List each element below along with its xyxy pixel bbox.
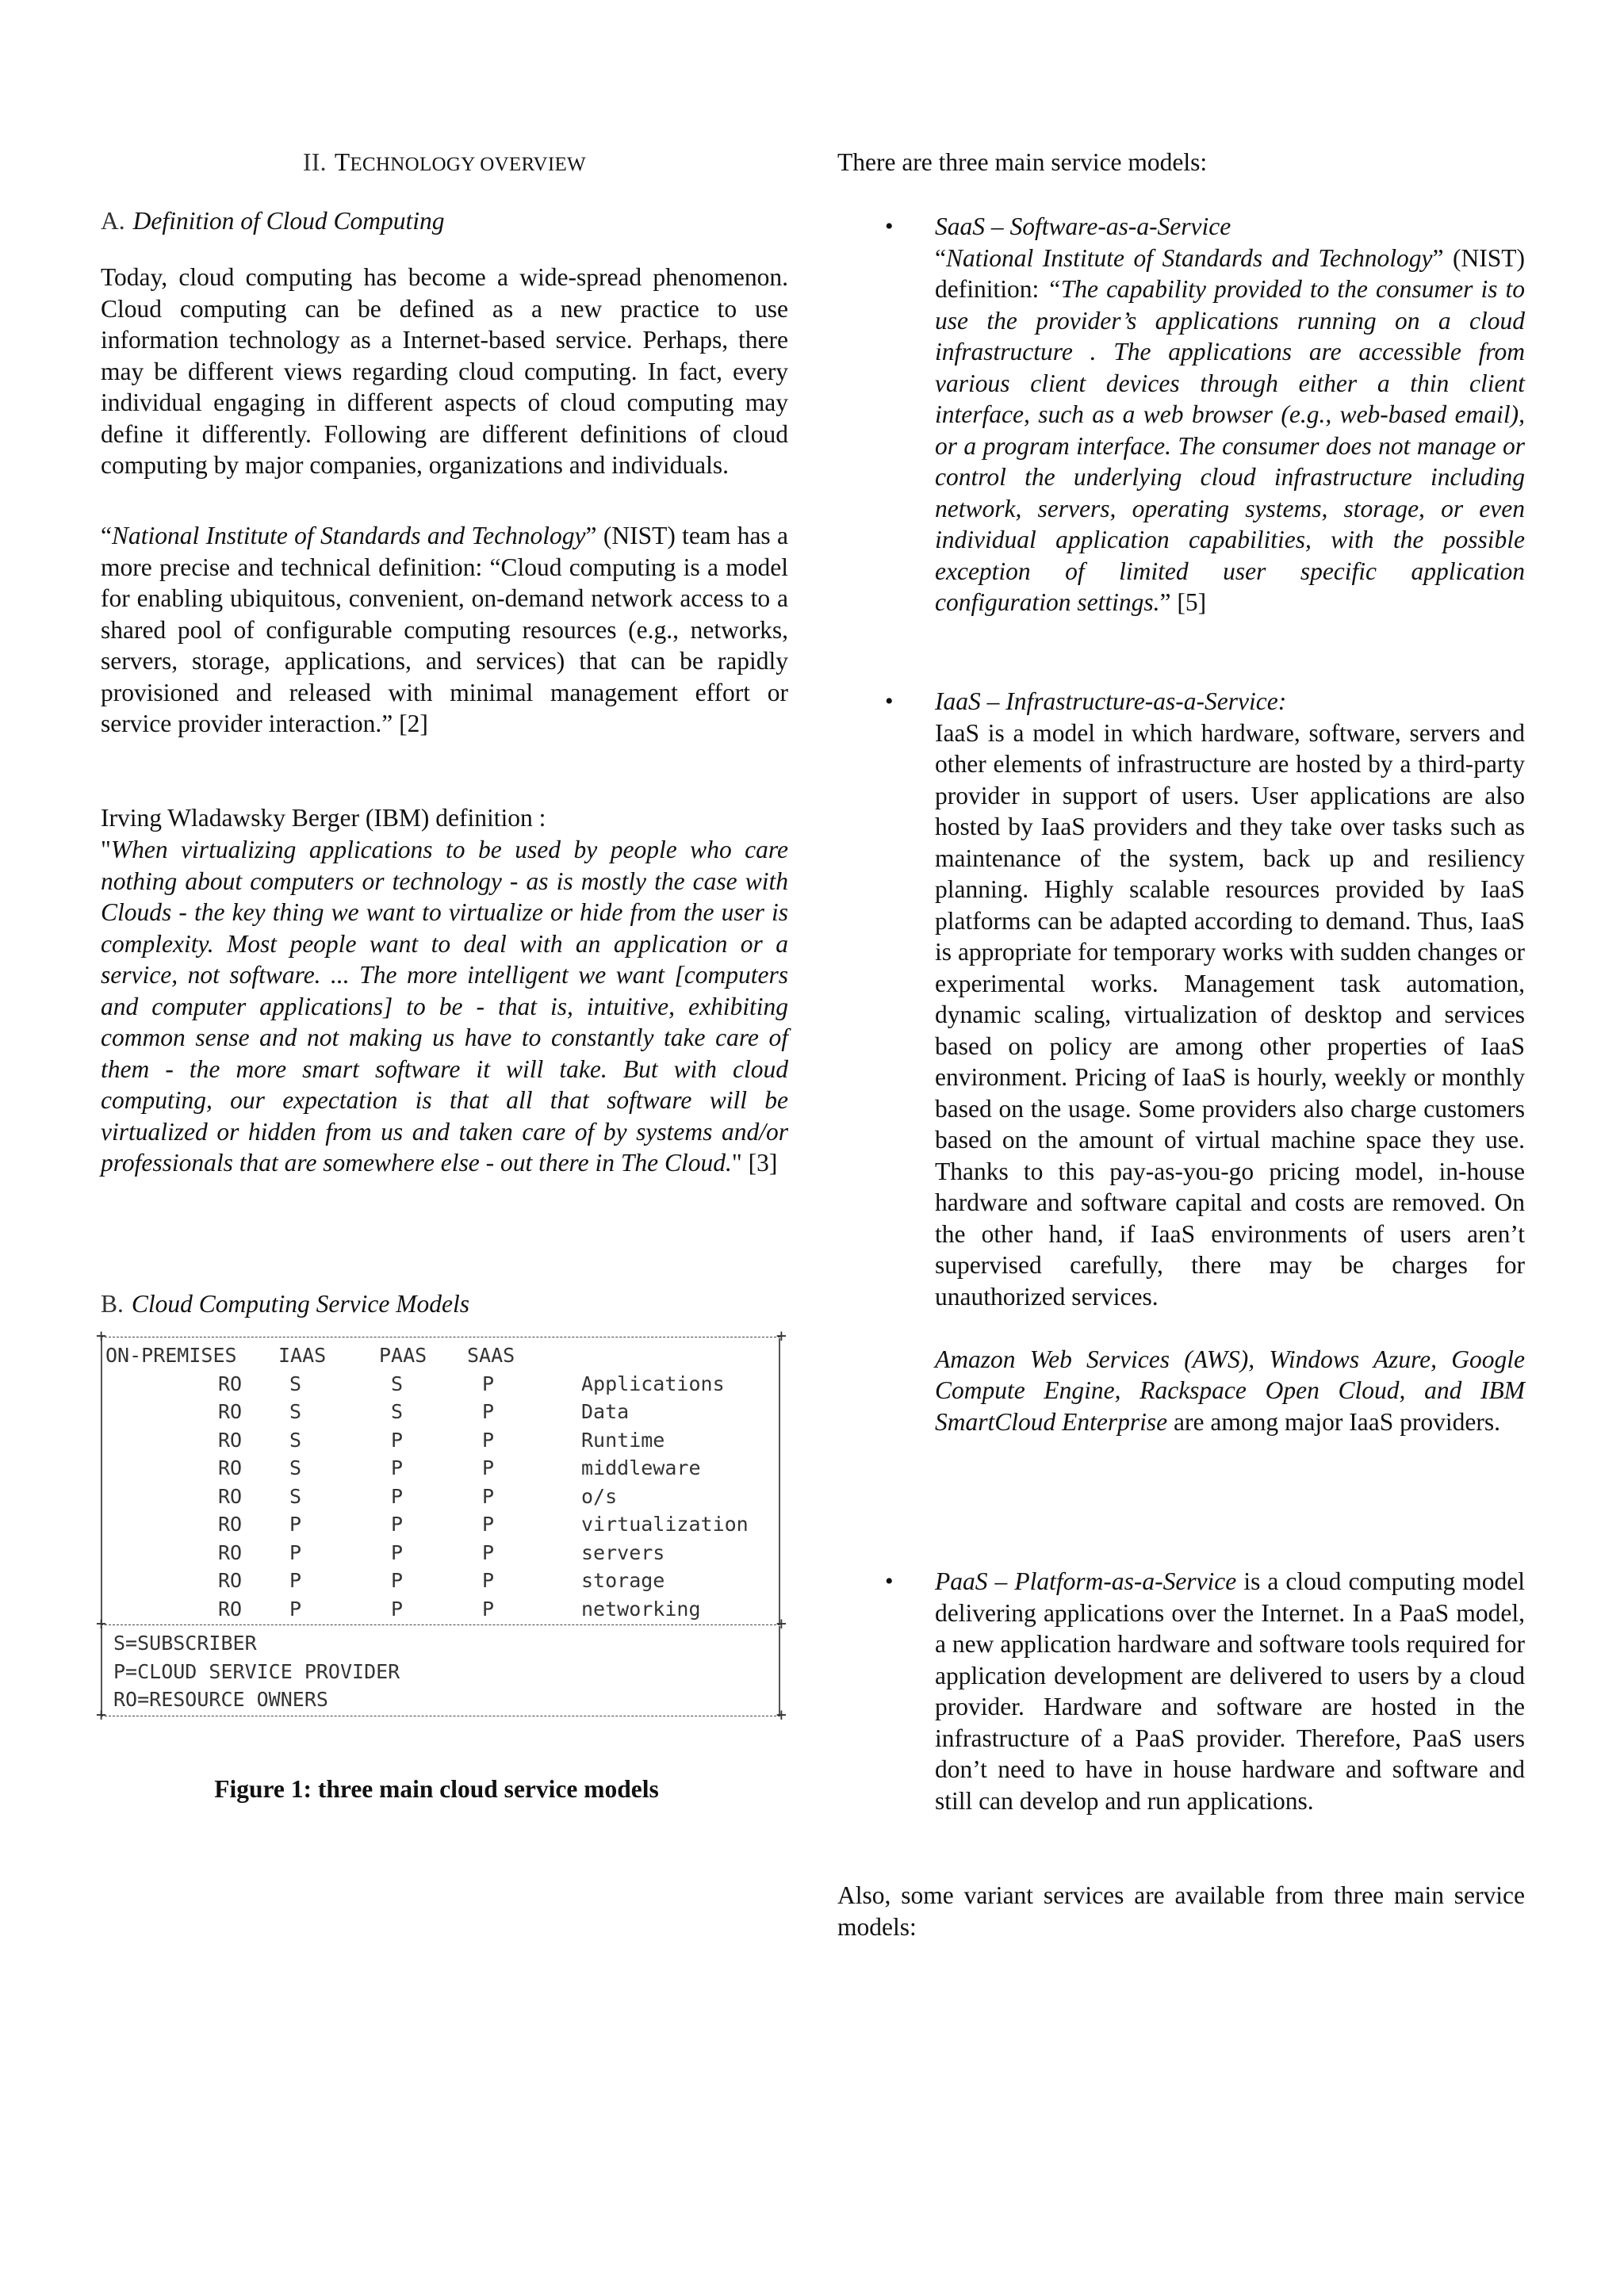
figure-cell: P xyxy=(391,1456,404,1479)
figure-mid-rule xyxy=(101,1624,780,1626)
saas-title: SaaS – Software-as-a-Service xyxy=(935,212,1231,240)
figure-cell: RO xyxy=(218,1372,243,1395)
figure-cell: P xyxy=(482,1513,495,1536)
figure-layer-label: Runtime xyxy=(581,1428,665,1452)
iaas-providers xyxy=(935,1344,1525,1438)
figure-top-rule xyxy=(101,1337,780,1338)
paas-title: PaaS – Platform-as-a-Service xyxy=(935,1567,1237,1595)
figure-cell: P xyxy=(482,1597,495,1621)
saas-nist-name: National Institute of Standards and Technology xyxy=(945,243,1433,272)
iaas-description: IaaS is a model in which hardware, software, servers and other elements of infrastructure are hosted by a third-party provider in support of users. User applications are also hosted by IaaS providers and they take over tasks such as maintenance of the system, back up and resiliency planning. Highly scalable resources provided by IaaS platforms can be adapted according to demand. Thus, IaaS is appropriate for temporary works with sudden changes or experimental works. Management task automation, dynamic scaling, virtualization of desktop and services based on policy are among other properties of IaaS environment. Pricing of IaaS is hourly, weekly or monthly based on the usage. Some providers also charge customers based on the amount of virtual machine space they use. Thanks to this pay-as-you-go pricing model, in-house hardware and software capital and costs are removed. On the other hand, if IaaS environments of users aren’t supervised carefully, there may be charges for unauthorized services. xyxy=(935,718,1525,1311)
figure-cell: P xyxy=(482,1484,495,1508)
figure-cell: P xyxy=(289,1540,302,1564)
figure-layer-label: networking xyxy=(581,1597,701,1621)
figure-rows xyxy=(105,1370,779,1624)
figure-row xyxy=(105,1370,779,1399)
figure-row xyxy=(105,1483,779,1511)
section-title-initial: T xyxy=(334,148,350,176)
figure-cell: P xyxy=(482,1456,495,1479)
figure-cell: P xyxy=(482,1372,495,1395)
nist-name: National Institute of Standards and Technology xyxy=(111,522,586,549)
figure-cell: S xyxy=(391,1372,404,1395)
figure-cell: P xyxy=(391,1484,404,1508)
variant-services-paragraph: Also, some variant services are available from three main service models: xyxy=(837,1881,1525,1941)
bullet-icon: • xyxy=(885,1568,894,1594)
subsection-a-heading xyxy=(101,205,788,237)
legend-item xyxy=(105,1629,779,1658)
subsection-a-mark: A. xyxy=(101,207,125,235)
ibm-heading: Irving Wladawsky Berger (IBM) definition : xyxy=(101,804,546,832)
header-saas: SAAS xyxy=(467,1344,515,1367)
figure-table xyxy=(101,1338,780,1624)
figure-cell: P xyxy=(391,1513,404,1536)
legend-owners: RO=RESOURCE OWNERS xyxy=(113,1688,328,1711)
saas-citation: ” [5] xyxy=(1159,588,1207,616)
figure-layer-label: Data xyxy=(581,1400,630,1423)
figure-cell: S xyxy=(391,1400,404,1423)
iaas-title: IaaS – Infrastructure-as-a-Service: xyxy=(935,687,1287,715)
definition-paragraph: Today, cloud computing has become a wide-spread phenomenon. Cloud computing can be defined as a new practice to use information technology as a Internet-based service. Perhaps, there may be different views regarding cloud computing. In fact, every individual engaging in different aspects of cloud computing may define it differently. Following are different definitions of cloud computing by major companies, organizations and individuals. xyxy=(101,263,788,479)
figure-row xyxy=(105,1595,779,1624)
figure-cell: RO xyxy=(218,1484,243,1508)
figure-cell: P xyxy=(391,1540,404,1564)
figure-layer-label: Applications xyxy=(581,1372,725,1395)
ibm-open-quote: " xyxy=(101,836,111,863)
legend-item xyxy=(105,1686,779,1714)
figure-caption: Figure 1: three main cloud service models xyxy=(214,1775,659,1803)
figure-layer-label: storage xyxy=(581,1569,665,1592)
figure-cell: RO xyxy=(218,1513,243,1536)
nist-definition-text: ” (NIST) team has a more precise and technical definition: “Cloud computing is a model for enabling ubiquitous, convenient, on-demand network access to a shared pool of configurable computing resources (e.g., networks, servers, storage, applications, and services) that can be rapidly provisioned and released with minimal management effort or service provider interaction.” [2] xyxy=(101,522,788,737)
saas-definition-lead: ” (NIST) definition: xyxy=(935,243,1525,303)
ibm-quote-text: When virtualizing applications to be used by people who care nothing about computers or technology - as is mostly the case with Clouds - the key thing we want to virtualize or hide from the user is complexity. Most people want to deal with an application or a service, not software. ... The more intelligent we want [computers and computer applications] to be - that is, intuitive, exhibiting common sense and not making us have to constantly take care of them - the more smart software it will take. But with cloud computing, our expectation is that all that software will be virtualized or hidden from us and taken care of by systems and/or professionals that are somewhere else - out there in The Cloud. xyxy=(101,836,788,1177)
legend-provider: P=CLOUD SERVICE PROVIDER xyxy=(113,1659,400,1683)
iaas-providers-text: are among major IaaS providers. xyxy=(1167,1407,1500,1436)
figure-cell: P xyxy=(391,1569,404,1592)
figure-cell: P xyxy=(391,1597,404,1621)
nist-open-quote: “ xyxy=(101,522,112,549)
figure-cell: P xyxy=(289,1597,302,1621)
figure-cell: P xyxy=(482,1428,495,1452)
iaas-providers-names: Amazon Web Services (AWS), Windows Azure, Google Compute Engine, Rackspace Open Cloud, and IBM SmartCloud Enterprise xyxy=(935,1345,1525,1436)
figure-row xyxy=(105,1454,779,1483)
figure-cell: P xyxy=(289,1513,302,1536)
legend-item xyxy=(105,1658,779,1686)
figure-cell: P xyxy=(289,1569,302,1592)
ibm-quote-paragraph xyxy=(101,834,788,1179)
figure-cell: S xyxy=(289,1428,302,1452)
figure-header-row xyxy=(105,1341,779,1370)
figure-cell: RO xyxy=(218,1569,243,1592)
saas-open-quote: “ xyxy=(935,243,946,272)
figure-cell: P xyxy=(391,1428,404,1452)
saas-quote: “The capability provided to the consumer is to use the provider’s applications running on a cloud infrastructure . The applications are accessible from various client devices through either a thin client interface, such as a web browser (e.g., web-based email), or a program interface. The consumer does not manage or control the underlying cloud infrastructure including network, servers, operating systems, storage, or even individual application capabilities, with the possible exception of limited user specific application configuration settings. xyxy=(935,275,1525,616)
header-on-premises: ON-PREMISES xyxy=(105,1344,237,1367)
figure-cell: P xyxy=(482,1540,495,1564)
header-paas: PAAS xyxy=(379,1344,427,1367)
header-iaas: IAAS xyxy=(278,1344,327,1367)
figure-cell: S xyxy=(289,1456,302,1479)
figure-cell: RO xyxy=(218,1597,243,1621)
figure-cell: RO xyxy=(218,1400,243,1423)
figure-layer-label: middleware xyxy=(581,1456,701,1479)
nist-definition-paragraph xyxy=(101,520,788,740)
figure-cell: RO xyxy=(218,1428,243,1452)
service-models-figure xyxy=(101,1337,780,1717)
figure-cell: RO xyxy=(218,1456,243,1479)
figure-row xyxy=(105,1398,779,1426)
figure-cell: P xyxy=(482,1400,495,1423)
bullet-icon: • xyxy=(885,213,894,239)
figure-layer-label: servers xyxy=(581,1540,665,1564)
figure-bottom-rule xyxy=(101,1716,780,1717)
section-heading xyxy=(101,147,788,181)
figure-layer-label: o/s xyxy=(581,1484,618,1508)
figure-row xyxy=(105,1510,779,1539)
paas-description xyxy=(935,1566,1525,1816)
service-models-intro: There are three main service models: xyxy=(837,148,1208,176)
figure-layer-label: virtualization xyxy=(581,1513,749,1536)
figure-row xyxy=(105,1426,779,1455)
figure-row xyxy=(105,1539,779,1567)
figure-legend xyxy=(101,1626,780,1716)
subsection-b-mark: B. xyxy=(101,1290,124,1318)
subsection-b-title: Cloud Computing Service Models xyxy=(131,1290,469,1318)
ibm-citation: " [3] xyxy=(731,1149,778,1177)
section-title-rest: ECHNOLOGY OVERVIEW xyxy=(350,154,586,175)
subsection-b-heading xyxy=(101,1288,788,1320)
section-number: II. xyxy=(303,148,327,176)
figure-row xyxy=(105,1567,779,1595)
figure-cell: S xyxy=(289,1484,302,1508)
bullet-icon: • xyxy=(885,688,894,714)
subsection-a-title: Definition of Cloud Computing xyxy=(132,207,445,235)
figure-cell: S xyxy=(289,1372,302,1395)
figure-cell: RO xyxy=(218,1540,243,1564)
figure-cell: S xyxy=(289,1400,302,1423)
saas-definition xyxy=(935,243,1525,618)
figure-cell: P xyxy=(482,1569,495,1592)
paas-description-text: is a cloud computing model delivering applications over the Internet. In a PaaS model, a new application hardware and software tools required for application development are delivered to users by a cloud provider. Hardware and software are hosted in the infrastructure of a PaaS provider. Therefore, PaaS users don’t need to have in house hardware and software and still can develop and run applications. xyxy=(935,1567,1525,1815)
legend-subscriber: S=SUBSCRIBER xyxy=(113,1632,257,1655)
